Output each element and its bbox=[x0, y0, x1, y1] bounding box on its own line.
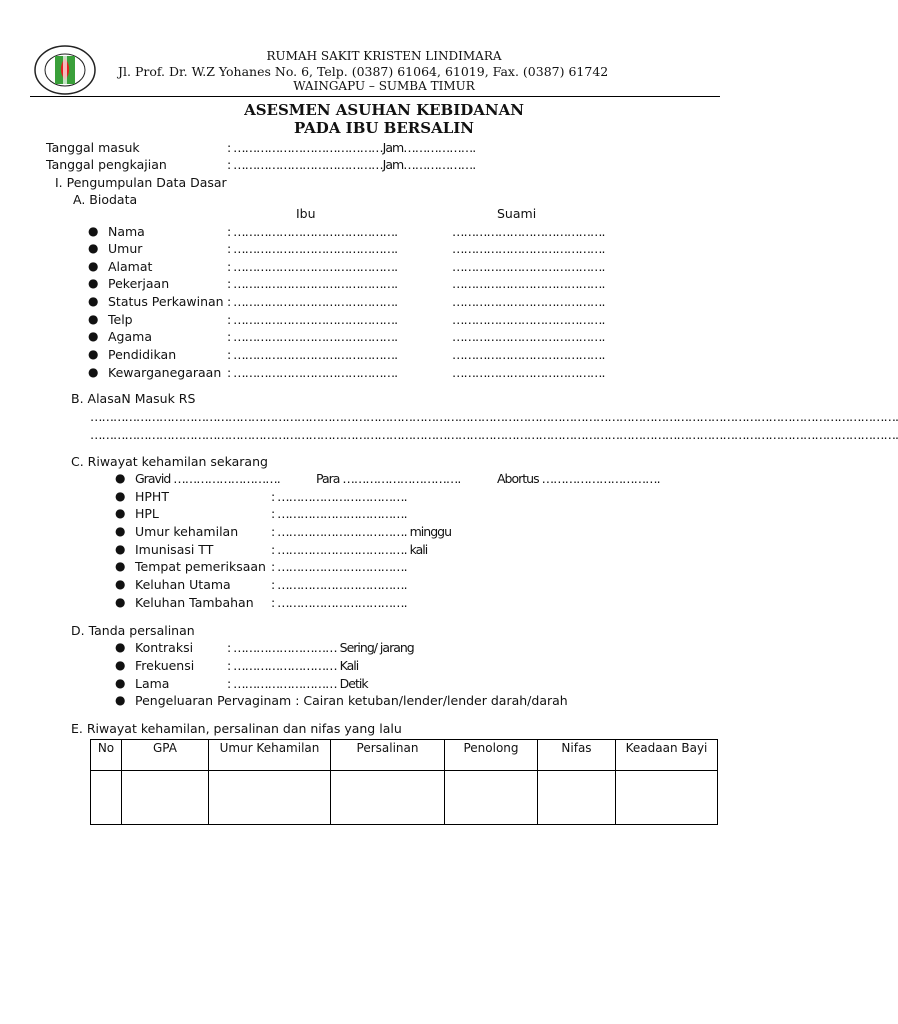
col-suami-heading: Suami bbox=[497, 206, 537, 221]
table-header-row bbox=[91, 740, 718, 771]
alasan-masuk-line2[interactable]: …………………………………………………………………………………………………………………………………………………………………………………………. bbox=[90, 427, 898, 442]
table-cell[interactable] bbox=[445, 771, 538, 825]
tanggal-masuk-label: Tanggal masuk bbox=[46, 140, 140, 155]
hospital-address: Jl. Prof. Dr. W.Z Yohanes No. 6, Telp. (0387) 61064, 61019, Fax. (0387) 61742 bbox=[118, 64, 609, 79]
riwayat-lalu-table bbox=[90, 739, 718, 825]
biodata-label: Alamat bbox=[108, 259, 153, 274]
abortus-field[interactable]: Abortus …………………………. bbox=[497, 471, 660, 486]
table-cell[interactable] bbox=[209, 771, 331, 825]
biodata-label: Umur bbox=[108, 241, 143, 256]
riwayat-label: Imunisasi TT bbox=[135, 542, 214, 557]
riwayat-label: Umur kehamilan bbox=[135, 524, 239, 539]
biodata-ibu-field[interactable]: : ……………………………………. bbox=[227, 294, 398, 309]
tanda-field[interactable]: : ……………………… Detik bbox=[227, 676, 368, 691]
col-ibu-heading: Ibu bbox=[296, 206, 316, 221]
col-keadaan-bayi: Keadaan Bayi bbox=[616, 740, 718, 771]
bullet-icon: ● bbox=[88, 365, 99, 379]
biodata-ibu-field[interactable]: : ……………………………………. bbox=[227, 276, 398, 291]
biodata-suami-field[interactable]: …………………………………. bbox=[452, 294, 605, 309]
alasan-masuk-line1[interactable]: …………………………………………………………………………………………………………………………………………………………………………………………. bbox=[90, 409, 898, 424]
tanda-label: Lama bbox=[135, 676, 170, 691]
bullet-icon: ● bbox=[115, 595, 126, 609]
riwayat-label: Keluhan Utama bbox=[135, 577, 231, 592]
tanggal-pengkajian-field[interactable]: : …………………………………Jam………………. bbox=[227, 157, 476, 172]
section-c-heading: C. Riwayat kehamilan sekarang bbox=[71, 454, 268, 469]
riwayat-field[interactable]: : ……………………………. bbox=[271, 577, 407, 592]
bullet-icon: ● bbox=[115, 506, 126, 520]
bullet-icon: ● bbox=[88, 312, 99, 326]
hospital-name: RUMAH SAKIT KRISTEN LINDIMARA bbox=[266, 49, 502, 63]
col-gpa: GPA bbox=[122, 740, 209, 771]
bullet-icon: ● bbox=[115, 640, 126, 654]
biodata-ibu-field[interactable]: : ……………………………………. bbox=[227, 224, 398, 239]
bullet-icon: ● bbox=[115, 693, 126, 707]
section-b-heading: B. AlasaN Masuk RS bbox=[71, 391, 196, 406]
bullet-icon: ● bbox=[115, 676, 126, 690]
bullet-icon: ● bbox=[115, 542, 126, 556]
bullet-icon: ● bbox=[115, 489, 126, 503]
bullet-icon: ● bbox=[88, 276, 99, 290]
riwayat-label: Keluhan Tambahan bbox=[135, 595, 254, 610]
biodata-ibu-field[interactable]: : ……………………………………. bbox=[227, 312, 398, 327]
biodata-suami-field[interactable]: …………………………………. bbox=[452, 259, 605, 274]
table-cell[interactable] bbox=[122, 771, 209, 825]
form-title-line2: PADA IBU BERSALIN bbox=[293, 119, 474, 137]
riwayat-label: Tempat pemeriksaan bbox=[135, 559, 266, 574]
biodata-suami-field[interactable]: …………………………………. bbox=[452, 329, 605, 344]
bullet-icon: ● bbox=[88, 347, 99, 361]
table-cell[interactable] bbox=[331, 771, 445, 825]
col-nifas: Nifas bbox=[538, 740, 616, 771]
table-cell[interactable] bbox=[91, 771, 122, 825]
tanda-field[interactable]: : ……………………… Kali bbox=[227, 658, 359, 673]
bullet-icon: ● bbox=[88, 259, 99, 273]
biodata-label: Agama bbox=[108, 329, 152, 344]
riwayat-field[interactable]: : ……………………………. minggu bbox=[271, 524, 451, 539]
col-umur-kehamilan: Umur Kehamilan bbox=[209, 740, 331, 771]
biodata-ibu-field[interactable]: : ……………………………………. bbox=[227, 329, 398, 344]
header-rule bbox=[30, 96, 720, 97]
hospital-city: WAINGAPU – SUMBA TIMUR bbox=[293, 79, 475, 93]
col-no: No bbox=[91, 740, 122, 771]
tanda-label: Kontraksi bbox=[135, 640, 194, 655]
riwayat-field[interactable]: : ……………………………. kali bbox=[271, 542, 428, 557]
biodata-ibu-field[interactable]: : ……………………………………. bbox=[227, 347, 398, 362]
riwayat-field[interactable]: : ……………………………. bbox=[271, 559, 407, 574]
biodata-label: Kewarganegaraan bbox=[108, 365, 222, 380]
biodata-ibu-field[interactable]: : ……………………………………. bbox=[227, 241, 398, 256]
tanda-field[interactable]: : ……………………… Sering/ jarang bbox=[227, 640, 414, 655]
form-title-line1: ASESMEN ASUHAN KEBIDANAN bbox=[244, 101, 524, 119]
bullet-icon: ● bbox=[88, 224, 99, 238]
biodata-suami-field[interactable]: …………………………………. bbox=[452, 276, 605, 291]
col-persalinan: Persalinan bbox=[331, 740, 445, 771]
tanggal-masuk-field[interactable]: : …………………………………Jam………………. bbox=[227, 140, 476, 155]
biodata-suami-field[interactable]: …………………………………. bbox=[452, 224, 605, 239]
bullet-icon: ● bbox=[115, 471, 126, 485]
bullet-icon: ● bbox=[88, 294, 99, 308]
section-d-heading: D. Tanda persalinan bbox=[71, 623, 195, 638]
bullet-icon: ● bbox=[115, 577, 126, 591]
riwayat-field[interactable]: : ……………………………. bbox=[271, 489, 407, 504]
bullet-icon: ● bbox=[115, 524, 126, 538]
section-e-heading: E. Riwayat kehamilan, persalinan dan nifas yang lalu bbox=[71, 721, 402, 736]
biodata-ibu-field[interactable]: : ……………………………………. bbox=[227, 259, 398, 274]
riwayat-field[interactable]: : ……………………………. bbox=[271, 595, 407, 610]
bullet-icon: ● bbox=[115, 658, 126, 672]
bullet-icon: ● bbox=[88, 329, 99, 343]
tanggal-pengkajian-label: Tanggal pengkajian bbox=[46, 157, 167, 172]
riwayat-label: HPL bbox=[135, 506, 159, 521]
gravid-field[interactable]: Gravid ………………………. bbox=[135, 471, 280, 486]
biodata-ibu-field[interactable]: : ……………………………………. bbox=[227, 365, 398, 380]
col-penolong: Penolong bbox=[445, 740, 538, 771]
biodata-label: Pendidikan bbox=[108, 347, 177, 362]
riwayat-label: HPHT bbox=[135, 489, 169, 504]
section-a-heading: A. Biodata bbox=[73, 192, 138, 207]
pengeluaran-text: Pengeluaran Pervaginam : Cairan ketuban/lender/lender darah/darah bbox=[135, 693, 568, 708]
biodata-label: Nama bbox=[108, 224, 145, 239]
bullet-icon: ● bbox=[115, 559, 126, 573]
tanda-label: Frekuensi bbox=[135, 658, 195, 673]
biodata-label: Telp bbox=[108, 312, 133, 327]
biodata-label: Pekerjaan bbox=[108, 276, 170, 291]
para-field[interactable]: Para …………………………. bbox=[316, 471, 461, 486]
table-row bbox=[91, 771, 718, 825]
biodata-suami-field[interactable]: …………………………………. bbox=[452, 312, 605, 327]
section-i-heading: I. Pengumpulan Data Dasar bbox=[55, 175, 227, 190]
biodata-label: Status Perkawinan bbox=[108, 294, 224, 309]
riwayat-field[interactable]: : ……………………………. bbox=[271, 506, 407, 521]
biodata-suami-field[interactable]: …………………………………. bbox=[452, 241, 605, 256]
bullet-icon: ● bbox=[88, 241, 99, 255]
table-cell[interactable] bbox=[616, 771, 718, 825]
biodata-suami-field[interactable]: …………………………………. bbox=[452, 347, 605, 362]
table-cell[interactable] bbox=[538, 771, 616, 825]
biodata-suami-field[interactable]: …………………………………. bbox=[452, 365, 605, 380]
